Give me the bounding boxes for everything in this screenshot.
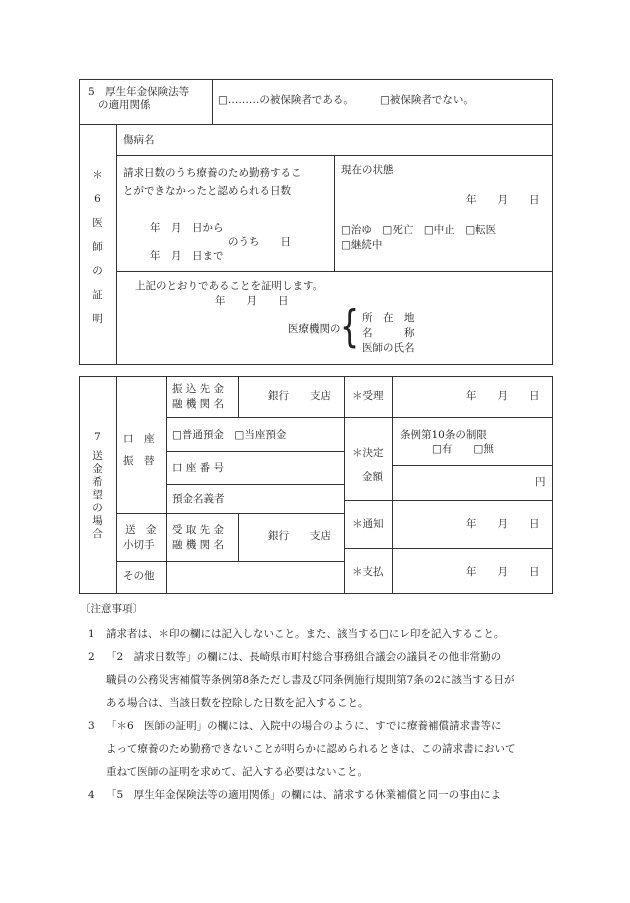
bank-label: 振 込 先 金 融 機 関 名: [172, 383, 225, 410]
brace-icon: {: [340, 301, 360, 353]
account-holder-label: 預金名義者: [172, 493, 225, 505]
receiving-bank-label: 受 取 先 金 融 機 関 名: [172, 524, 225, 551]
disease-name-label: 傷病名: [123, 134, 155, 146]
list-item: 4 「5 厚生年金保険法等の適用関係」の欄には、請求する休業補償と同一の事由によ: [88, 789, 502, 801]
list-item: 2 「2 請求日数等」の欄には、長崎県市町村総合事務組合議会の議員その他非常勤の 職員の公務災害補償等条例第8条ただし書及び同条例施行規則第7条の2に該当する日が ある場合は、当該日数を控除した日数を記入すること。: [88, 651, 515, 709]
receipt-date: 年 月 日: [466, 390, 540, 402]
divider: [116, 124, 117, 365]
current-status-date: 年 月 日: [466, 194, 540, 206]
divider: [344, 417, 553, 418]
divider: [79, 124, 553, 125]
institution-label: 医療機関の: [288, 323, 341, 335]
yen-unit: 円: [535, 476, 546, 488]
institution-address-label: 所 在 地: [362, 312, 415, 324]
divider: [166, 484, 344, 485]
sick-days-from: 年 月 日から: [150, 222, 224, 234]
doctor-name-label: 医師の氏名: [362, 342, 415, 354]
account-transfer-label: 口 座 振 替: [123, 433, 155, 467]
divider: [392, 376, 393, 594]
bank-value[interactable]: 銀行 支店: [268, 390, 331, 402]
divider: [238, 513, 239, 561]
notice-date: 年 月 日: [466, 518, 540, 530]
divider: [116, 561, 344, 562]
divider: [238, 376, 239, 417]
section5-label: 5 厚生年金保険法等 の適用関係: [88, 86, 190, 112]
list-item: 1 請求者は、＊印の欄には記入しないこと。また、該当する□にレ印を記入すること。: [88, 628, 505, 640]
notes-heading: 〔注意事項〕: [80, 603, 143, 615]
sick-days-label: 請求日数のうち療養のため勤務するこ とができなかったと認められる日数: [123, 167, 302, 197]
deposit-type-options[interactable]: □普通預金 □当座預金: [172, 429, 287, 441]
certify-statement: 上記のとおりであることを証明します。: [135, 280, 324, 292]
status-options[interactable]: □治ゆ □死亡 □中止 □転医: [341, 224, 497, 236]
rule-limit-options[interactable]: □有 □無: [432, 443, 494, 455]
notes-list: [86, 623, 556, 807]
section5-insured-option[interactable]: □………の被保険者である。: [218, 94, 354, 106]
section6-label: ＊ 6 医 師 の 証 明: [92, 169, 103, 325]
receiving-bank-value[interactable]: 銀行 支店: [268, 530, 331, 542]
divider: [334, 155, 335, 271]
notice-label: ＊通知: [352, 518, 384, 530]
status-options-continuing[interactable]: □継続中: [341, 239, 383, 251]
payment-label: ＊支払: [352, 566, 384, 578]
divider: [212, 79, 213, 124]
divider: [344, 500, 553, 501]
list-item: 3 「＊6 医師の証明」の欄には、入院中の場合のように、すでに療養補償請求書等に よって療養のため勤務できないことが明らかに認められるときは、この請求書において 重ねて医師の証明を求めて、記入する必要はないこと。: [88, 720, 516, 778]
certify-date: 年 月 日: [215, 295, 289, 307]
section5-not-insured-option[interactable]: □被保険者でない。: [380, 94, 474, 106]
payment-date: 年 月 日: [466, 566, 540, 578]
section7-label: 7 送 金 希 望 の 場 合: [92, 431, 103, 540]
sick-days-until: 年 月 日まで: [150, 250, 224, 262]
institution-name-label: 名 称: [362, 327, 415, 339]
remittance-label: 送 金 小切手: [123, 524, 157, 551]
account-number-label: 口 座 番 号: [172, 462, 225, 474]
divider: [116, 271, 553, 272]
rule-limit-label: 条例第10条の制限: [400, 429, 487, 441]
sick-days-count: のうち 日: [228, 236, 291, 248]
receipt-label: ＊受理: [352, 390, 384, 402]
other-label: その他: [123, 570, 155, 582]
divider: [166, 417, 344, 418]
divider: [116, 513, 344, 514]
current-status-label: 現在の状態: [341, 164, 394, 176]
divider: [392, 465, 553, 466]
divider: [166, 451, 344, 452]
divider: [344, 548, 553, 549]
decision-amount-label: ＊決定 金額: [352, 447, 384, 483]
divider: [344, 376, 345, 594]
